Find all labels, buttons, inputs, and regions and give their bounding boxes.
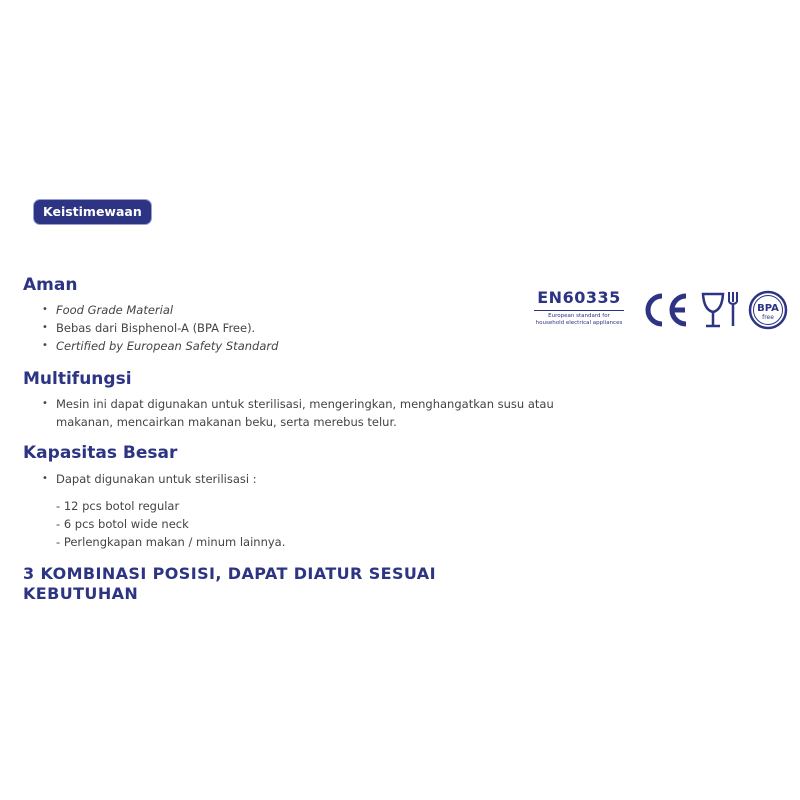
list-item: - Perlengkapan makan / minum lainnya. — [56, 533, 285, 551]
list-item: • Certified by European Safety Standard — [40, 337, 278, 355]
en60335-sub2: household electrical appliances — [535, 320, 623, 326]
list-item: • Bebas dari Bisphenol-A (BPA Free). — [40, 319, 278, 337]
en60335-title: EN60335 — [537, 288, 621, 307]
bpa-top-text: BPA — [757, 303, 779, 314]
multifungsi-title: Multifungsi — [23, 369, 132, 389]
en60335-sub1: European standard for — [548, 313, 610, 319]
ce-mark-icon — [642, 288, 690, 332]
headline-line1: 3 KOMBINASI POSISI, DAPAT DIATUR SESUAI — [23, 564, 436, 583]
bpa-bottom-text: free — [762, 314, 774, 321]
multifungsi-line1: Mesin ini dapat digunakan untuk sterilisasi, mengeringkan, menghangatkan susu atau — [56, 397, 554, 411]
food-safe-icon — [700, 288, 740, 332]
multifungsi-list — [40, 395, 554, 431]
list-item — [40, 395, 554, 431]
list-item: • Food Grade Material — [40, 301, 278, 319]
headline — [23, 564, 543, 604]
en60335-rule — [534, 310, 624, 311]
aman-list — [40, 301, 278, 355]
kapasitas-title: Kapasitas Besar — [23, 443, 178, 463]
aman-title: Aman — [23, 275, 78, 295]
kapasitas-list — [40, 470, 257, 488]
list-item: • Dapat digunakan untuk sterilisasi : — [40, 470, 257, 488]
kapasitas-sublist — [56, 497, 285, 551]
certification-logos — [530, 288, 790, 336]
list-item: - 6 pcs botol wide neck — [56, 515, 285, 533]
headline-line2: KEBUTUHAN — [23, 584, 139, 603]
section-badge: Keistimewaan — [34, 200, 151, 224]
bpa-free-icon — [748, 290, 788, 330]
en60335-logo — [530, 288, 628, 327]
list-item: - 12 pcs botol regular — [56, 497, 285, 515]
multifungsi-line2: makanan, mencairkan makanan beku, serta merebus telur. — [56, 415, 397, 429]
